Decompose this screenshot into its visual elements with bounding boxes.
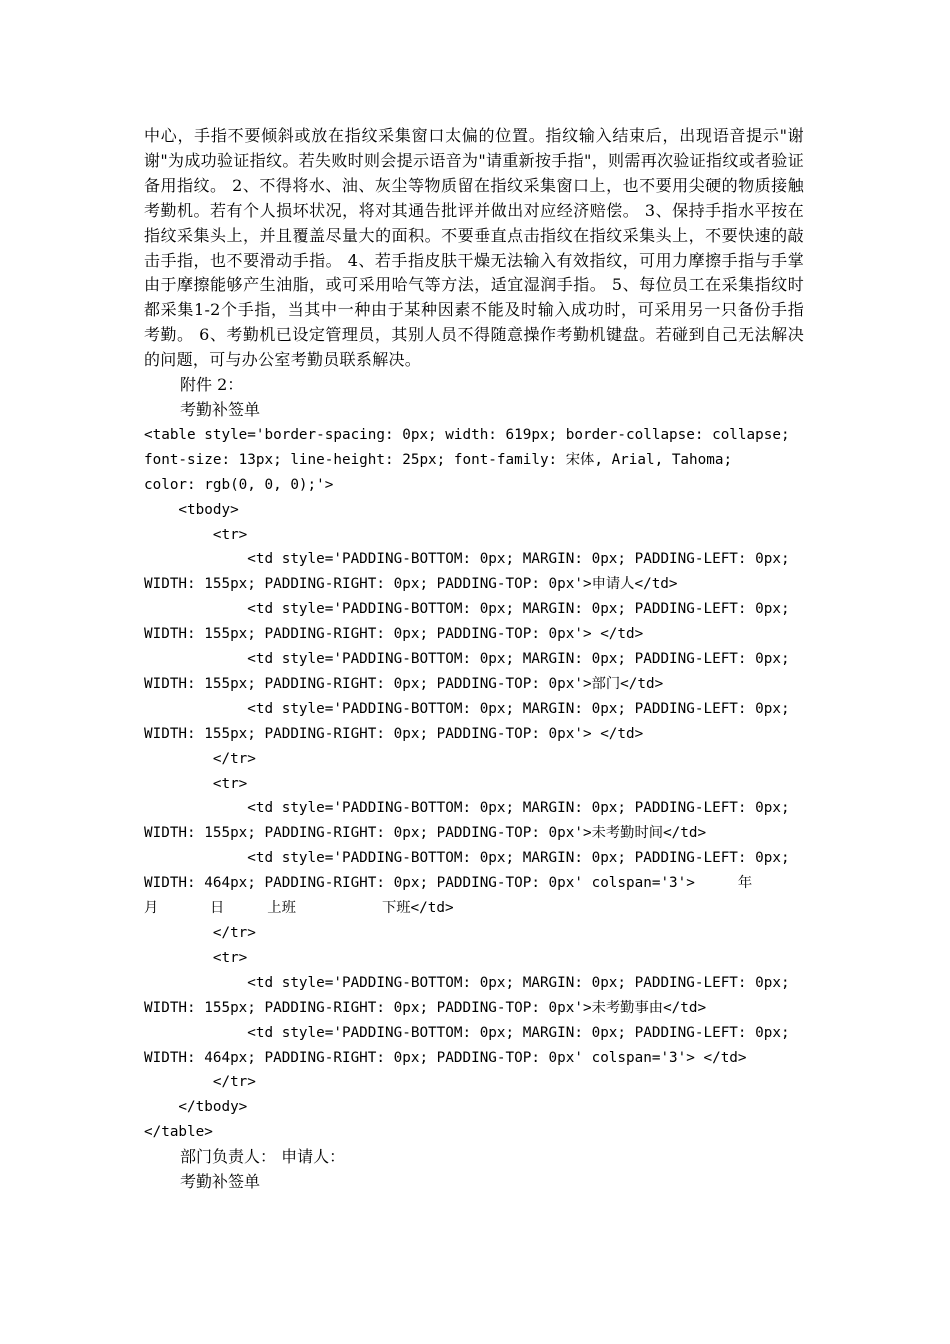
document-page (144, 124, 804, 1195)
code-line: </tr> (144, 750, 256, 767)
code-line: font-size: 13px; line-height: 25px; font-family: 宋体, Arial, Tahoma; (144, 451, 733, 468)
code-line: WIDTH: 155px; PADDING-RIGHT: 0px; PADDING-TOP: 0px'>申请人</td> (144, 576, 678, 593)
code-line: color: rgb(0, 0, 0);'> (144, 476, 334, 493)
code-line: WIDTH: 155px; PADDING-RIGHT: 0px; PADDING-TOP: 0px'> </td> (144, 725, 644, 742)
code-line: <td style='PADDING-BOTTOM: 0px; MARGIN: 0px; PADDING-LEFT: 0px; (144, 700, 790, 717)
code-line: <td style='PADDING-BOTTOM: 0px; MARGIN: 0px; PADDING-LEFT: 0px; (144, 1024, 790, 1041)
code-line: <tr> (144, 775, 248, 792)
code-line: <td style='PADDING-BOTTOM: 0px; MARGIN: 0px; PADDING-LEFT: 0px; (144, 601, 790, 618)
code-line: <table style='border-spacing: 0px; width: 619px; border-collapse: collapse; (144, 426, 790, 443)
attachment-label: 附件 2： (180, 375, 244, 395)
code-line: WIDTH: 464px; PADDING-RIGHT: 0px; PADDING-TOP: 0px' colspan='3'> </td> (144, 1049, 747, 1066)
form-title: 考勤补签单 (180, 399, 261, 419)
code-line: 月 日 上班 下班</td> (144, 900, 454, 917)
code-line: </tbody> (144, 1099, 248, 1116)
code-line: </tr> (144, 925, 256, 941)
code-line: WIDTH: 464px; PADDING-RIGHT: 0px; PADDING-TOP: 0px' colspan='3'> 年 (144, 875, 753, 892)
code-line: WIDTH: 155px; PADDING-RIGHT: 0px; PADDING-TOP: 0px'>未考勤事由</td> (144, 999, 707, 1016)
code-line: <tr> (144, 949, 248, 966)
code-block (144, 423, 804, 1145)
body-paragraph: 中心，手指不要倾斜或放在指纹采集窗口太偏的位置。指纹输入结束后，出现语音提示"谢谢"为成功验证指纹。若失败时则会提示语音为"请重新按手指"，则需再次验证指纹或者验证备用指纹。 2、不得将水、油、灰尘等物质留在指纹采集窗口上，也不要用尖硬的物质接触考勤机。若有个人损坏状况，将对其通告批评并做出对应经济赔偿。 3、保持手指水平按在指纹采集头上，并且覆盖尽量大的面积。不要垂直点击指纹在指纹采集头上，不要快速的敲击手指，也不要滑动手指。 4、若手指皮肤干燥无法输入有效指纹，可用力摩擦手指与手掌由于摩擦能够产生油脂，或可采用哈气等方法，适宜湿润手指。 5、每位员工在采集指纹时都采集1-2个手指，当其中一种由于某种因素不能及时输入成功时，可采用另一只备份手指考勤。 6、考勤机已设定管理员，其别人员不得随意操作考勤机键盘。若碰到自己无法解决的问题，可与办公室考勤员联系解决。 (144, 126, 804, 370)
code-line: <td style='PADDING-BOTTOM: 0px; MARGIN: 0px; PADDING-LEFT: 0px; (144, 651, 790, 668)
code-line: WIDTH: 155px; PADDING-RIGHT: 0px; PADDING-TOP: 0px'> </td> (144, 626, 644, 643)
signature-line: 部门负责人： 申请人： (180, 1147, 346, 1167)
code-line: <td style='PADDING-BOTTOM: 0px; MARGIN: 0px; PADDING-LEFT: 0px; (144, 800, 790, 817)
code-line: <td style='PADDING-BOTTOM: 0px; MARGIN: 0px; PADDING-LEFT: 0px; (144, 551, 790, 568)
code-line: <td style='PADDING-BOTTOM: 0px; MARGIN: 0px; PADDING-LEFT: 0px; (144, 974, 790, 991)
code-line: WIDTH: 155px; PADDING-RIGHT: 0px; PADDING-TOP: 0px'>部门</td> (144, 675, 664, 692)
code-line: </table> (144, 1124, 213, 1141)
code-line: <tr> (144, 526, 248, 543)
code-line: </tr> (144, 1074, 256, 1091)
code-line: WIDTH: 155px; PADDING-RIGHT: 0px; PADDING-TOP: 0px'>未考勤时间</td> (144, 825, 707, 842)
code-line: <tbody> (144, 501, 239, 518)
form-title-repeat: 考勤补签单 (180, 1172, 261, 1192)
code-line: <td style='PADDING-BOTTOM: 0px; MARGIN: 0px; PADDING-LEFT: 0px; (144, 850, 790, 867)
